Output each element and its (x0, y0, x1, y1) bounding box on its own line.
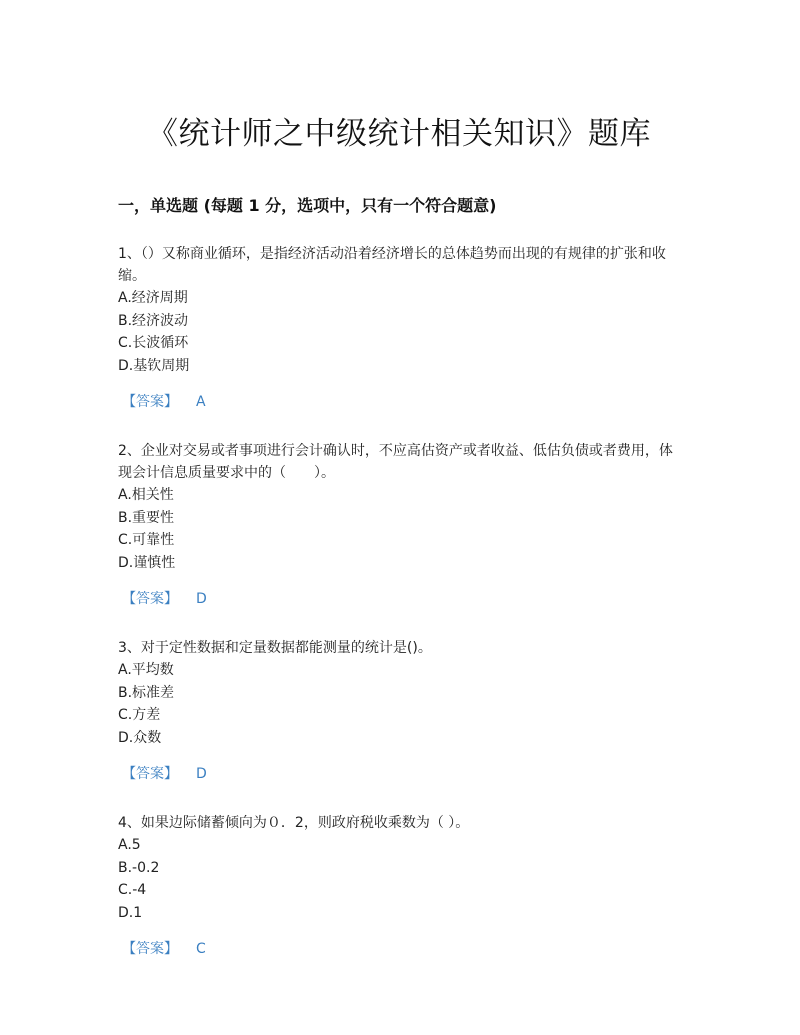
option-b: B.标准差 (118, 684, 175, 701)
option-c: C.长波循环 (118, 335, 189, 351)
option-a: A.平均数 (118, 662, 174, 678)
answer-line (118, 938, 680, 960)
option-list (118, 659, 680, 749)
option-a: A.相关性 (118, 487, 174, 503)
answer-value: C (196, 941, 206, 957)
document-title: 《统计师之中级统计相关知识》题库 (147, 116, 651, 152)
question-3 (118, 637, 680, 785)
option-c: C.可靠性 (118, 532, 175, 548)
option-d: D.众数 (118, 729, 162, 746)
question-stem: 2、企业对交易或者事项进行会计确认时，不应高估资产或者收益、低估负债或者费用，体现会计信息质量要求中的（ ）。 (118, 443, 673, 481)
answer-label: 【答案】 (122, 941, 178, 957)
question-stem: 3、对于定性数据和定量数据都能测量的统计是()。 (118, 640, 432, 656)
option-b: B.-0.2 (118, 859, 160, 876)
question-1 (118, 243, 680, 413)
answer-label: 【答案】 (122, 394, 178, 410)
section-heading: 一，单选题 (每题 1 分，选项中，只有一个符合题意) (118, 196, 497, 215)
answer-line (118, 588, 680, 610)
question-stem: 4、如果边际储蓄倾向为０．2，则政府税收乘数为（ ）。 (118, 815, 470, 831)
option-d: D.基钦周期 (118, 357, 190, 374)
answer-value: A (196, 394, 206, 410)
option-a: A.经济周期 (118, 290, 188, 306)
question-stem: 1、（）又称商业循环，是指经济活动沿着经济增长的总体趋势而出现的有规律的扩张和收缩。 (118, 246, 666, 284)
option-list (118, 834, 680, 924)
option-b: B.重要性 (118, 509, 175, 526)
answer-value: D (196, 591, 207, 607)
answer-value: D (196, 766, 207, 782)
option-d: D.1 (118, 904, 143, 921)
question-4 (118, 812, 680, 960)
answer-label: 【答案】 (122, 591, 178, 607)
option-c: C.-4 (118, 882, 147, 898)
answer-line (118, 763, 680, 785)
option-c: C.方差 (118, 707, 161, 723)
option-list (118, 484, 680, 574)
question-2 (118, 440, 680, 610)
answer-line (118, 391, 680, 413)
option-a: A.5 (118, 837, 141, 853)
answer-label: 【答案】 (122, 766, 178, 782)
option-b: B.经济波动 (118, 312, 189, 329)
option-list (118, 287, 680, 377)
option-d: D.谨慎性 (118, 554, 176, 571)
